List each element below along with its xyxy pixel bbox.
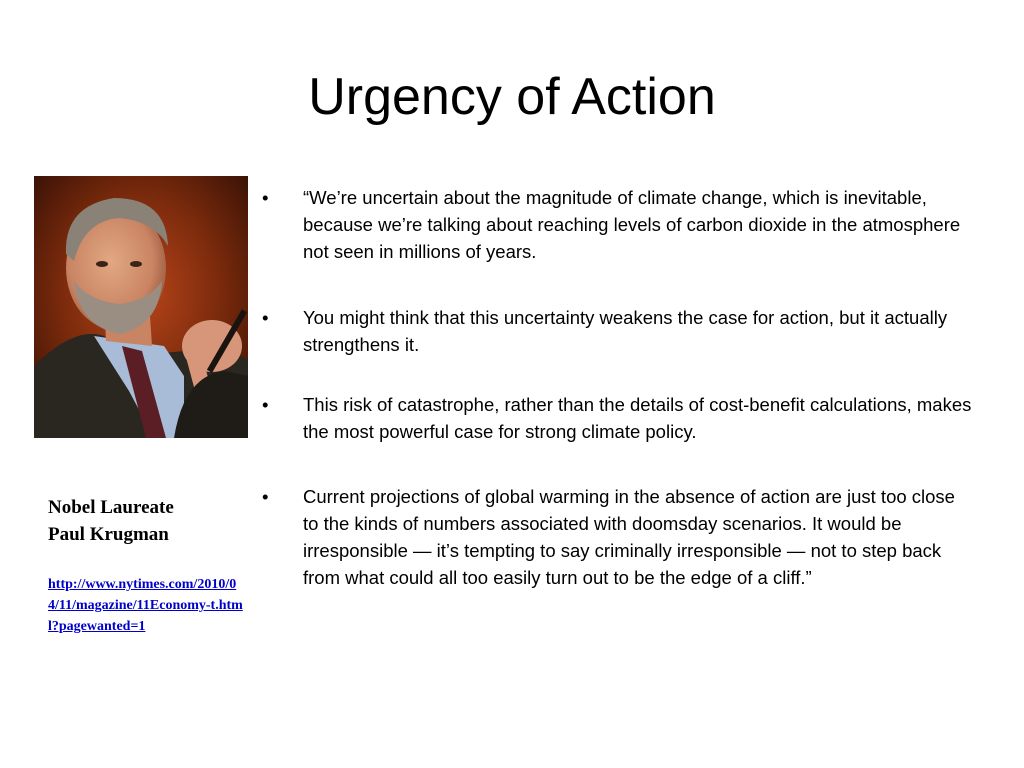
bullet-text: You might think that this uncertainty weakens the case for action, but it actually strengthens it. — [303, 307, 948, 355]
bullet-dot: • — [262, 187, 269, 208]
portrait-photo — [34, 176, 248, 438]
photo-caption — [48, 494, 248, 548]
slide-title: Urgency of Action — [308, 68, 716, 126]
bullet-item — [262, 391, 974, 445]
bullet-item — [262, 184, 974, 265]
bullet-text: Current projections of global warming in the absence of action are just too close to the kinds of numbers associated with doomsday scenarios. It would be irresponsible — it’s tempting to say criminally irresponsible — not to step back from what could all too easily turn out to be the edge of a cliff.” — [303, 486, 955, 588]
source-link[interactable]: http://www.nytimes.com/2010/04/11/magazine/11Economy-t.html?pagewanted=1 — [48, 577, 243, 634]
bullet-text: This risk of catastrophe, rather than the details of cost-benefit calculations, makes the most powerful case for strong climate policy. — [303, 394, 972, 442]
caption-name: Paul Krugman — [48, 524, 169, 545]
caption-title: Nobel Laureate — [48, 497, 174, 518]
bullet-item — [262, 304, 974, 358]
bullet-dot: • — [262, 486, 269, 507]
bullet-item — [262, 483, 974, 591]
bullet-text: “We’re uncertain about the magnitude of climate change, which is inevitable, because we’re talking about reaching levels of carbon dioxide in the atmosphere not seen in millions of years. — [303, 187, 961, 262]
bullet-dot: • — [262, 394, 269, 415]
quote-bullet-list — [262, 184, 974, 591]
bullet-dot: • — [262, 307, 269, 328]
